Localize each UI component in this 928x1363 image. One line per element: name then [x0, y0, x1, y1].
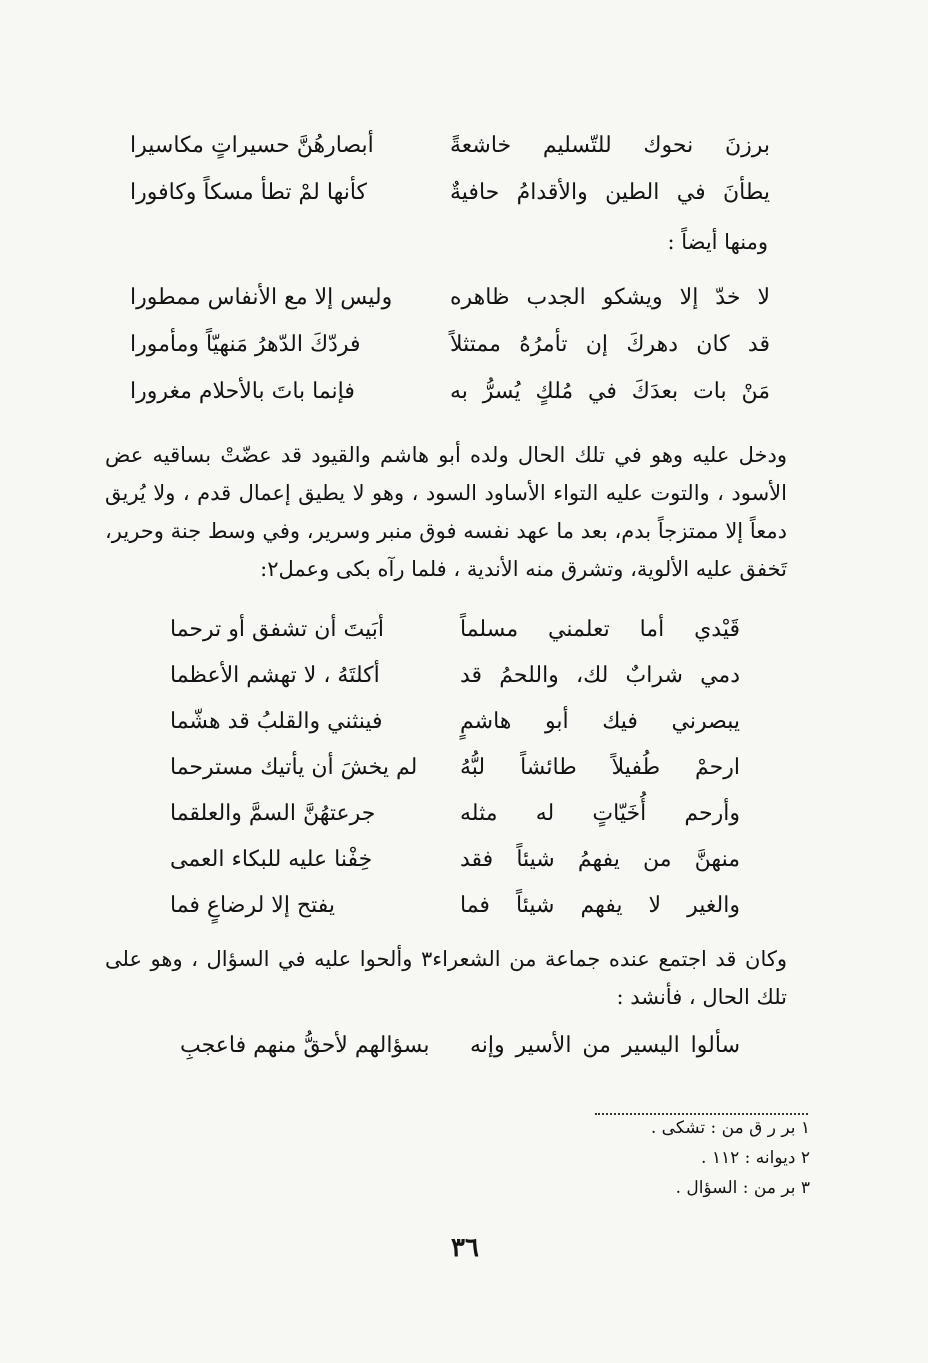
hemistich-first: سألوا اليسير من الأسير وإنه [470, 1033, 740, 1058]
hemistich-second: خِفْنا عليه للبكاء العمى [170, 846, 373, 872]
hemistich-second: جرعتهُنَّ السمَّ والعلقما [170, 800, 376, 826]
hemistich-second: بسؤالهم لأحقُّ منهم فاعجبِ [180, 1033, 430, 1058]
verse [170, 744, 740, 790]
verse [130, 368, 770, 415]
hemistich-first: منهنَّ من يفهمُ شيئاً فقد [460, 846, 740, 872]
hemistich-first: مَنْ بات بعدَكَ في مُلكٍ يُسرُّ به [450, 379, 770, 404]
verse [170, 790, 740, 836]
hemistich-first: وأرحم أُخَيّاتٍ له مثله [460, 800, 740, 826]
verse [130, 274, 770, 321]
hemistich-second: أبصارهُنَّ حسيراتٍ مكاسيرا [130, 133, 374, 158]
footnote: ١ بر ر ق من : تشكى . [650, 1118, 810, 1138]
hemistich-first: والغير لا يفهم شيئاً فما [460, 892, 740, 918]
hemistich-first: قد كان دهركَ إن تأمرُهُ ممتثلاً [450, 332, 770, 357]
poem-block-1 [130, 122, 770, 216]
poem-block-2 [130, 274, 770, 415]
page-number: ٣٦ [451, 1233, 479, 1263]
hemistich-first: ارحمْ طُفيلاً طائشاً لبُّهُ [460, 754, 740, 780]
hemistich-second: لم يخشَ أن يأتيك مسترحما [170, 754, 418, 780]
footnote: ٢ ديوانه : ١١٢ . [701, 1148, 810, 1168]
hemistich-second: أبَيتَ أن تشفق أو ترحما [170, 616, 384, 642]
poem-block-3 [170, 606, 740, 928]
hemistich-first: برزنَ نحوك للتّسليم خاشعةً [450, 133, 770, 158]
hemistich-second: فإنما باتَ بالأحلام مغرورا [130, 379, 355, 404]
hemistich-first: قَيْدي أما تعلمني مسلماً [460, 616, 740, 642]
hemistich-first: يبصرني فيك أبو هاشمٍ [460, 708, 740, 734]
poem-intro: ومنها أيضاً : [667, 230, 768, 254]
verse [130, 122, 770, 169]
hemistich-second: أكلتَهُ ، لا تهشم الأعظما [170, 662, 380, 688]
verse [130, 321, 770, 368]
hemistich-second: كأنها لمْ تطأ مسكاً وكافورا [130, 180, 368, 205]
prose-paragraph: وكان قد اجتمع عنده جماعة من الشعراء٣ وألحوا عليه في السؤال ، وهو على تلك الحال ، فأنشد : [105, 947, 787, 1009]
footnotes [560, 1113, 810, 1203]
footnote: ٣ بر من : السؤال . [675, 1178, 810, 1198]
verse [170, 836, 740, 882]
hemistich-second: وليس إلا مع الأنفاس ممطورا [130, 285, 393, 310]
verse [170, 698, 740, 744]
verse [170, 606, 740, 652]
hemistich-first: دمي شرابٌ لك، واللحمُ قد [460, 662, 740, 688]
hemistich-second: يفتح إلا لرضاعٍ فما [170, 892, 336, 918]
hemistich-second: فردّكَ الدّهرُ مَنهيّاً ومأمورا [130, 332, 361, 357]
verse [170, 882, 740, 928]
prose-paragraph: ودخل عليه وهو في تلك الحال ولده أبو هاشم والقيود قد عضّتْ بساقيه عض الأسود ، والتوت عليه التواء الأساود السود ، وهو لا يطيق إعمال قدم ، ولا يُريق دمعاً إلا ممتزجاً بدم، بعد ما عهد نفسه فوق منبر وسرير، وفي وسط جنة وحرير، تَخفق عليه الألوية، وتشرق منه الأندية ، فلما رآه بكى وعمل٢: [105, 443, 787, 581]
hemistich-second: فينثني والقلبُ قد هشّما [170, 708, 383, 734]
verse [130, 169, 770, 216]
hemistich-first: لا خدّ إلا ويشكو الجدب ظاهره [450, 285, 770, 310]
poem-block-4 [180, 1033, 740, 1058]
hemistich-first: يطأنَ في الطين والأقدامُ حافيةٌ [450, 180, 770, 205]
verse [170, 652, 740, 698]
